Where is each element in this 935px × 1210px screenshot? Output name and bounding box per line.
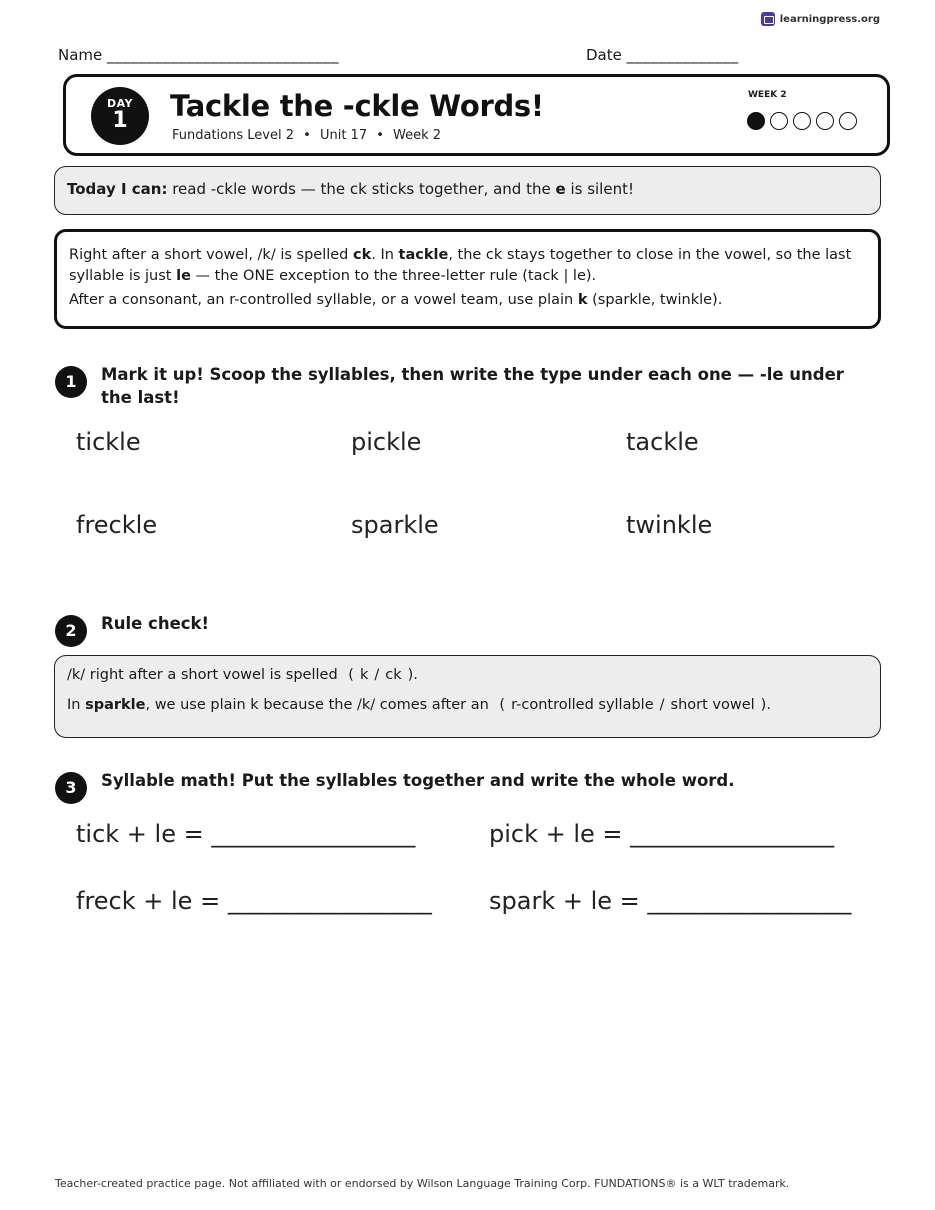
brand-logo [761,12,880,26]
goal-bold-letter: e [555,180,566,198]
date-field[interactable] [586,46,739,64]
subtitle-level: Fundations Level 2 [172,128,294,143]
day-badge [91,87,149,145]
word-item[interactable]: sparkle [351,511,439,539]
rule-check-line-2: In sparkle, we use plain k because the /k/ comes after an ( r-controlled syllable / short vowel ). [67,697,771,713]
choice-short-vowel[interactable]: short vowel [670,697,755,713]
word-item[interactable]: pickle [351,428,422,456]
question-number-1: 1 [55,366,87,398]
syllable-equation[interactable]: spark + le = _________________ [489,887,852,915]
day-label: DAY [106,97,134,110]
name-blank: _____________________________ [107,46,340,64]
choice-k[interactable]: k [359,667,369,683]
learning-goal [54,166,881,215]
page-title: Tackle the -ckle Words! [170,89,544,123]
date-blank: ______________ [626,46,739,64]
book-icon [761,12,775,26]
footer-disclaimer: Teacher-created practice page. Not affiliated with or endorsed by Wilson Language Training Corp. FUNDATIONS® is a WLT trademark. [55,1177,790,1190]
name-label: Name [58,46,103,64]
syllable-equation[interactable]: freck + le = _________________ [76,887,432,915]
question-number-3: 3 [55,772,87,804]
week-label: WEEK 2 [748,90,787,100]
goal-text-end: is silent! [570,180,634,198]
word-item[interactable]: tickle [76,428,141,456]
goal-lead: Today I can: [67,180,168,198]
syllable-equation[interactable]: tick + le = _________________ [76,820,416,848]
subtitle-separator: • [303,128,311,143]
week-dot-empty [839,112,857,130]
syllable-equation[interactable]: pick + le = _________________ [489,820,835,848]
brand-name: learningpress.org [779,13,880,25]
week-progress-dots [747,112,857,130]
question-prompt-3: Syllable math! Put the syllables together and write the whole word. [101,771,735,790]
word-item[interactable]: freckle [76,511,158,539]
word-item[interactable]: tackle [626,428,699,456]
day-number: 1 [112,108,128,133]
choice-ck[interactable]: ck [385,667,402,683]
rule-check-line-1: /k/ right after a short vowel is spelled ( k / ck ). [67,667,418,683]
subtitle-week: Week 2 [393,128,442,143]
subtitle-separator: • [376,128,384,143]
question-prompt-2: Rule check! [101,614,210,633]
goal-text: read -ckle words — the ck sticks together, and the [172,180,551,198]
name-field[interactable] [58,46,339,64]
rule-line-1: Right after a short vowel, /k/ is spelled ck. In tackle, the ck stays together to close in the vowel, so the last syllable is just le — the ONE exception to the three-letter rule (tack | le). [69,247,852,284]
rule-check-box [54,655,881,738]
subtitle-unit: Unit 17 [319,128,368,143]
date-label: Date [586,46,622,64]
week-dot-empty [770,112,788,130]
rule-box [54,229,881,329]
page-subtitle [172,128,441,143]
word-item[interactable]: twinkle [626,511,713,539]
question-number-2: 2 [55,615,87,647]
question-prompt-1: Mark it up! Scoop the syllables, then write the type under each one — -le under the last! [101,365,844,407]
student-info-row [58,46,880,66]
choice-r-controlled[interactable]: r-controlled syllable [511,697,654,713]
week-dot-filled [747,112,765,130]
week-dot-empty [793,112,811,130]
week-dot-empty [816,112,834,130]
worksheet-header [63,74,890,156]
rule-line-2: After a consonant, an r-controlled syllable, or a vowel team, use plain k (sparkle, twinkle). [69,292,723,308]
